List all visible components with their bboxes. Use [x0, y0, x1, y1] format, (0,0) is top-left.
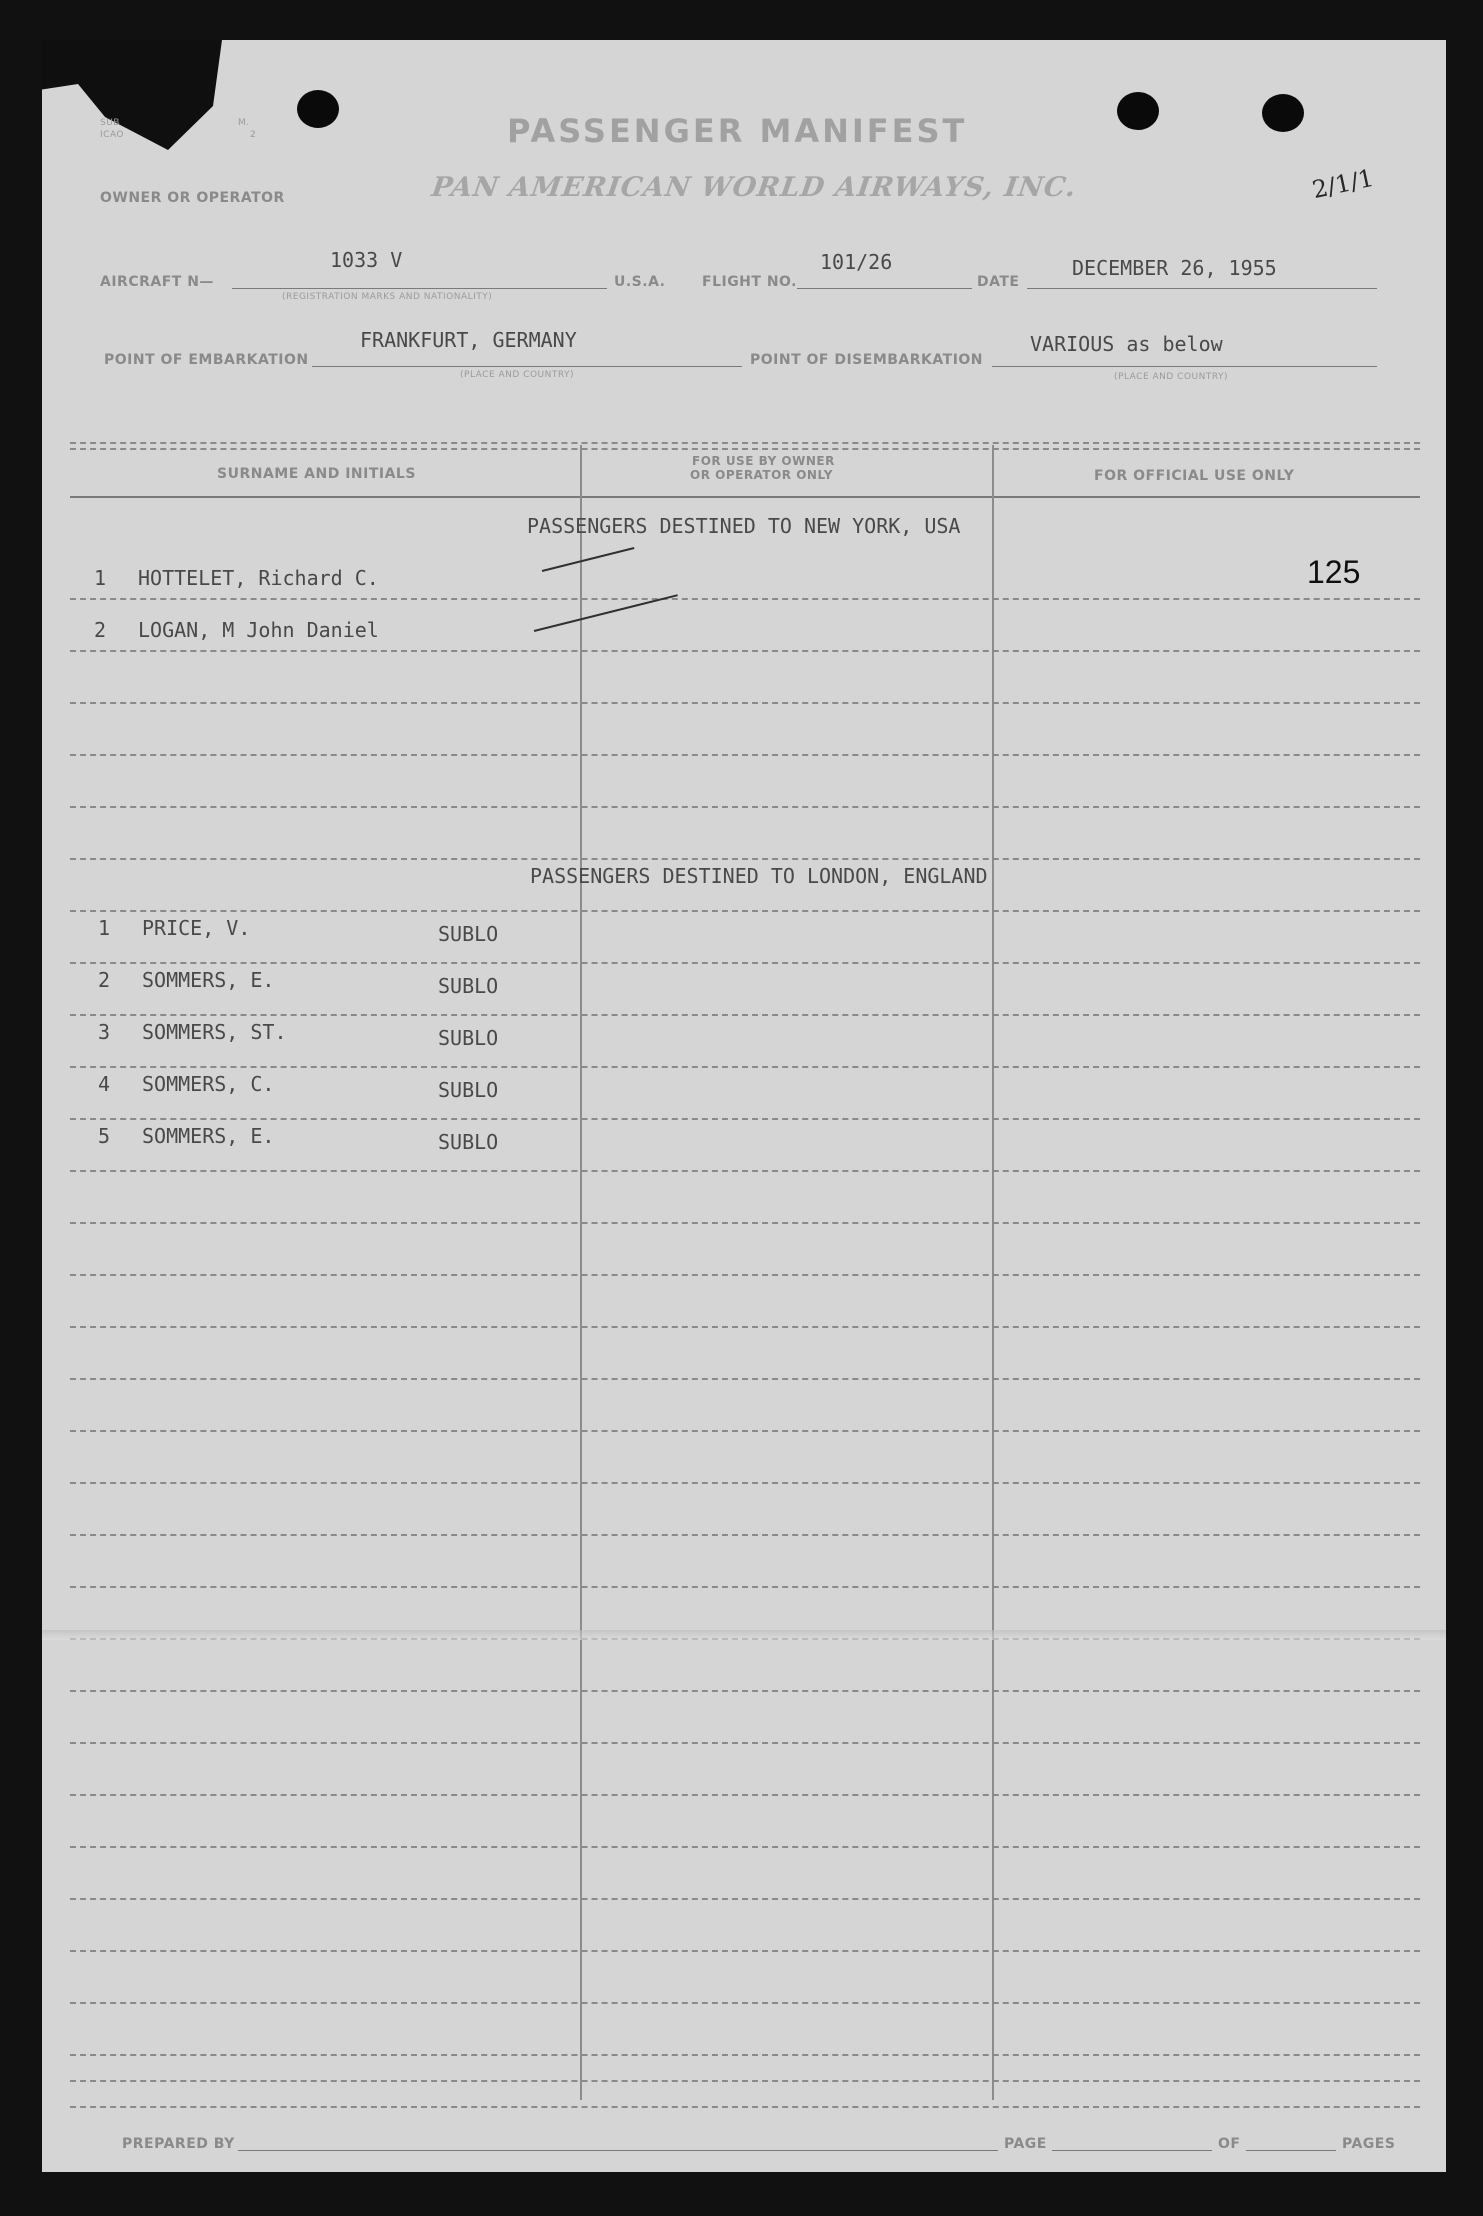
passenger-number: 1 [98, 916, 111, 940]
punch-hole [1117, 92, 1159, 130]
row-rule [70, 1274, 1420, 1276]
header-bottom-rule [70, 496, 1420, 498]
corner-stamp-1: SUB [100, 118, 120, 128]
passenger-name: SOMMERS, E. [142, 968, 275, 992]
row-rule [70, 910, 1420, 912]
corner-stamp-4: 2 [250, 130, 257, 140]
row-rule [70, 1170, 1420, 1172]
row-rule [70, 1014, 1420, 1016]
passenger-number: 2 [98, 968, 111, 992]
form-title: PASSENGER MANIFEST [507, 112, 968, 150]
header-surname: SURNAME AND INITIALS [217, 466, 416, 482]
passenger-note: SUBLO [438, 1078, 499, 1102]
manifest-sheet [42, 40, 1446, 2172]
aircraft-line [232, 288, 607, 289]
owner-label: OWNER OR OPERATOR [100, 190, 285, 206]
column-divider-2 [992, 445, 994, 2100]
passenger-number: 3 [98, 1020, 111, 1044]
corner-stamp-3: M. [238, 118, 250, 128]
row-rule [70, 1742, 1420, 1744]
date-value: DECEMBER 26, 1955 [1072, 256, 1277, 280]
prepared-label: PREPARED BY [122, 2136, 235, 2152]
prepared-line [238, 2150, 998, 2151]
passenger-name: PRICE, V. [142, 916, 251, 940]
punch-hole [297, 90, 339, 128]
table-top-rule [70, 448, 1420, 450]
header-owner-use-2: OR OPERATOR ONLY [690, 468, 833, 482]
operator-name: PAN AMERICAN WORLD AIRWAYS, INC. [429, 172, 1079, 203]
flight-value: 101/26 [820, 250, 893, 274]
official-count: 125 [1307, 554, 1361, 590]
disembark-line [992, 366, 1377, 367]
disembark-label: POINT OF DISEMBARKATION [750, 352, 984, 368]
row-rule [70, 1950, 1420, 1952]
passenger-number: 5 [98, 1124, 111, 1148]
embark-line [312, 366, 742, 367]
row-rule [70, 650, 1420, 652]
date-label: DATE [977, 274, 1020, 290]
disembark-place-caption: (PLACE AND COUNTRY) [1114, 372, 1229, 382]
passenger-name: SOMMERS, E. [142, 1124, 275, 1148]
row-rule [70, 1586, 1420, 1588]
registration-caption: (REGISTRATION MARKS AND NATIONALITY) [282, 292, 493, 302]
column-divider-1 [580, 445, 582, 2100]
row-rule [70, 858, 1420, 860]
passenger-name: HOTTELET, Richard C. [138, 566, 379, 590]
passenger-name: SOMMERS, C. [142, 1072, 275, 1096]
passenger-number: 1 [94, 566, 107, 590]
of-line [1246, 2150, 1336, 2151]
row-rule [70, 2002, 1420, 2004]
row-rule [70, 1378, 1420, 1380]
date-line [1027, 288, 1377, 289]
row-rule [70, 702, 1420, 704]
row-rule [70, 754, 1420, 756]
row-rule [70, 1222, 1420, 1224]
header-official: FOR OFFICIAL USE ONLY [1094, 468, 1295, 484]
page-line [1052, 2150, 1212, 2151]
embark-label: POINT OF EMBARKATION [104, 352, 309, 368]
header-owner-use-1: FOR USE BY OWNER [692, 454, 835, 468]
row-rule [70, 2106, 1420, 2108]
handwritten-page-note: 2/1/1 [1309, 163, 1377, 205]
row-rule [70, 1846, 1420, 1848]
embark-place-caption: (PLACE AND COUNTRY) [460, 370, 575, 380]
aircraft-value: 1033 V [330, 248, 403, 272]
usa-label: U.S.A. [614, 274, 666, 290]
row-rule [70, 1690, 1420, 1692]
of-label: OF [1218, 2136, 1241, 2152]
punch-hole [1262, 94, 1304, 132]
row-rule [70, 1430, 1420, 1432]
passenger-name: LOGAN, M John Daniel [138, 618, 379, 642]
corner-stamp-2: ICAO [100, 130, 125, 140]
passenger-note: SUBLO [438, 922, 499, 946]
table-top-rule [70, 442, 1420, 444]
row-rule [70, 598, 1420, 600]
row-rule [70, 1482, 1420, 1484]
torn-corner [42, 40, 222, 150]
embark-value: FRANKFURT, GERMANY [360, 328, 577, 352]
row-rule [70, 1118, 1420, 1120]
passenger-note: SUBLO [438, 1026, 499, 1050]
flight-label: FLIGHT NO. [702, 274, 797, 290]
paper-fold [42, 1630, 1446, 1640]
row-rule [70, 806, 1420, 808]
row-rule [70, 2054, 1420, 2056]
section-heading-new-york: PASSENGERS DESTINED TO NEW YORK, USA [527, 514, 961, 538]
row-rule [70, 1898, 1420, 1900]
flight-line [797, 288, 972, 289]
passenger-name: SOMMERS, ST. [142, 1020, 287, 1044]
page-label: PAGE [1004, 2136, 1047, 2152]
aircraft-label: AIRCRAFT N— [100, 274, 214, 290]
passenger-number: 2 [94, 618, 107, 642]
passenger-number: 4 [98, 1072, 111, 1096]
passenger-note: SUBLO [438, 974, 499, 998]
row-rule [70, 1066, 1420, 1068]
disembark-value: VARIOUS as below [1030, 332, 1223, 356]
check-mark [542, 547, 635, 572]
row-rule [70, 1534, 1420, 1536]
pages-label: PAGES [1342, 2136, 1396, 2152]
table-bottom-rule [70, 2080, 1420, 2082]
row-rule [70, 962, 1420, 964]
section-heading-london: PASSENGERS DESTINED TO LONDON, ENGLAND [530, 864, 988, 888]
passenger-note: SUBLO [438, 1130, 499, 1154]
row-rule [70, 1326, 1420, 1328]
row-rule [70, 1794, 1420, 1796]
